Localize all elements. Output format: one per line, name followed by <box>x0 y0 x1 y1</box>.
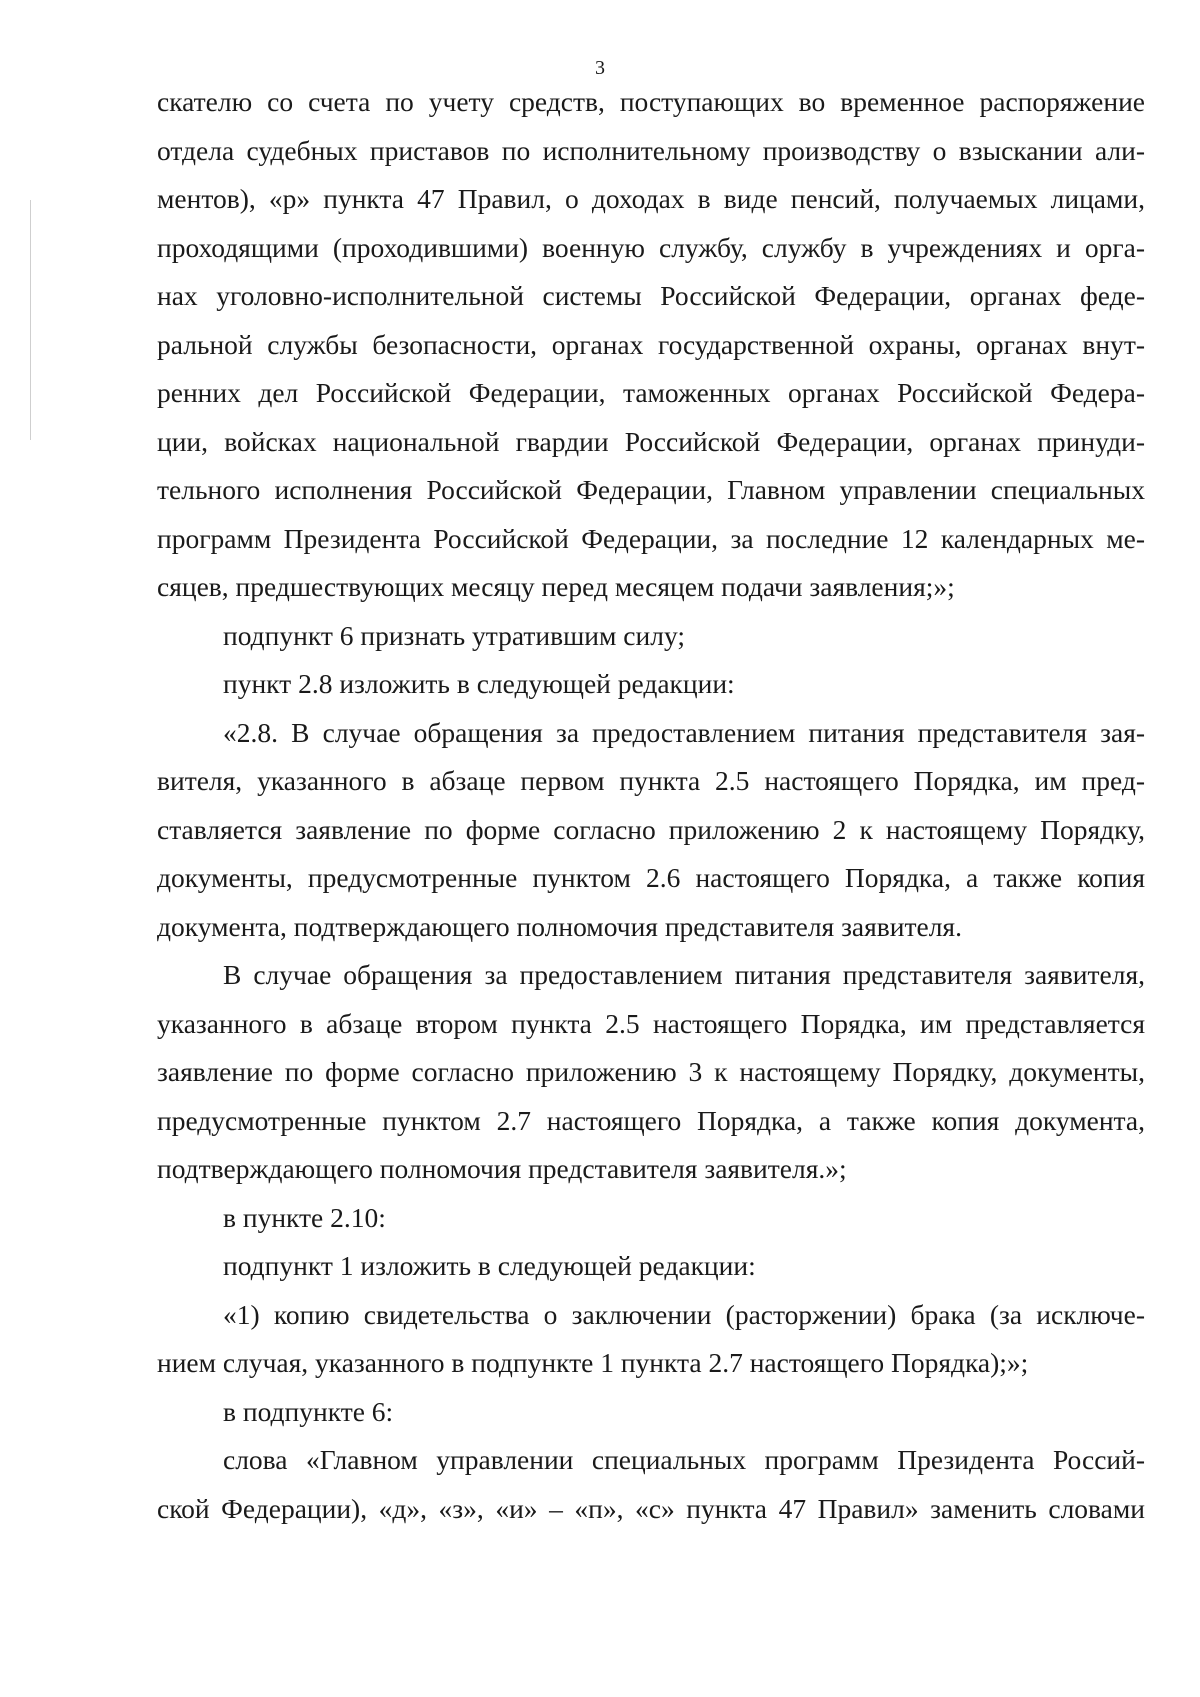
text-line: заявление по форме согласно приложению 3 к настоящему Порядку, документы, <box>157 1056 1145 1087</box>
text-line: тельного исполнения Российской Федерации, Главном управлении специальных <box>157 474 1145 505</box>
text-line: слова «Главном управлении специальных программ Президента Россий- <box>223 1444 1145 1475</box>
text-line: ции, войсках национальной гвардии Российской Федерации, органах принуди- <box>157 425 1145 457</box>
text-line: ской Федерации), «д», «з», «и» – «п», «с» пункта 47 Правил» заменить словами <box>157 1492 1145 1524</box>
text-line: «1) копию свидетельства о заключении (расторжении) брака (за исключе- <box>223 1298 1145 1330</box>
text-line: программ Президента Российской Федерации, за последние 12 календарных ме- <box>157 522 1145 554</box>
document-body <box>157 78 1145 1533</box>
text-line: вителя, указанного в абзаце первом пункта 2.5 настоящего Порядка, им пред- <box>157 765 1145 796</box>
text-line: указанного в абзаце втором пункта 2.5 настоящего Порядка, им представляется <box>157 1007 1145 1039</box>
text-line: ральной службы безопасности, органах государственной охраны, органах внут- <box>157 328 1145 360</box>
text-line: нием случая, указанного в подпункте 1 пункта 2.7 настоящего Порядка);»; <box>157 1347 1029 1378</box>
text-line: пункт 2.8 изложить в следующей редакции: <box>223 668 735 699</box>
text-line: скателю со счета по учету средств, поступающих во временное распоряжение <box>157 86 1145 117</box>
text-line: ментов), «р» пункта 47 Правил, о доходах в виде пенсий, получаемых лицами, <box>157 183 1145 214</box>
text-line: нах уголовно-исполнительной системы Российской Федерации, органах феде- <box>157 280 1145 311</box>
page-number: 3 <box>595 57 605 79</box>
text-line: ставляется заявление по форме согласно приложению 2 к настоящему Порядку, <box>157 813 1145 845</box>
text-line: документы, предусмотренные пунктом 2.6 настоящего Порядка, а также копия <box>157 862 1145 893</box>
text-line: предусмотренные пунктом 2.7 настоящего Порядка, а также копия документа, <box>157 1104 1145 1136</box>
text-line: документа, подтверждающего полномочия представителя заявителя. <box>157 910 962 942</box>
text-line: В случае обращения за предоставлением питания представителя заявителя, <box>223 959 1145 990</box>
text-line: в подпункте 6: <box>223 1395 394 1427</box>
text-line: ренних дел Российской Федерации, таможенных органах Российской Федера- <box>157 377 1145 408</box>
text-line: в пункте 2.10: <box>223 1201 386 1233</box>
text-line: подпункт 6 признать утратившим силу; <box>223 619 685 651</box>
scan-edge-mark <box>30 200 31 440</box>
text-line: отдела судебных приставов по исполнительному производству о взыскании али- <box>157 134 1145 166</box>
text-line: проходящими (проходившими) военную службу, службу в учреждениях и орга- <box>157 231 1145 263</box>
text-line: сяцев, предшествующих месяцу перед месяцем подачи заявления;»; <box>157 571 955 602</box>
text-line: «2.8. В случае обращения за предоставлением питания представителя зая- <box>223 716 1145 748</box>
text-line: подтверждающего полномочия представителя заявителя.»; <box>157 1153 847 1184</box>
text-line: подпункт 1 изложить в следующей редакции: <box>223 1250 756 1281</box>
